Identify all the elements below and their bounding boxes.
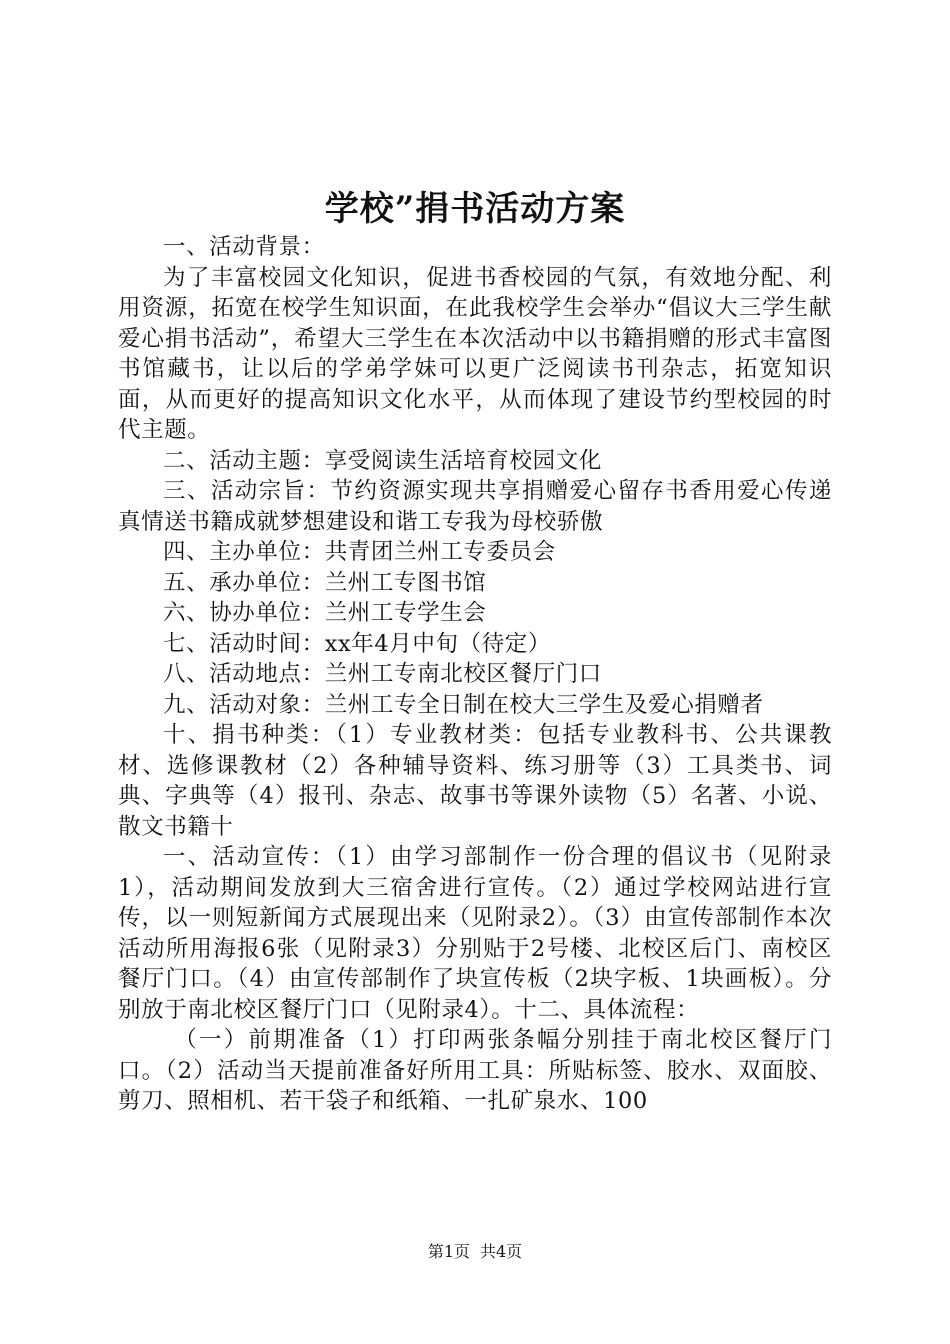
paragraph-target: 九、活动对象：兰州工专全日制在校大三学生及爱心捐赠者	[163, 691, 764, 718]
paragraph-time: 七、活动时间：xx年4月中旬（待定）	[163, 630, 551, 657]
page-total: 共4页	[480, 1242, 523, 1261]
paragraph-organizer: 四、主办单位：共青团兰州工专委员会	[163, 539, 556, 565]
paragraph-theme: 二、活动主题：享受阅读生活培育校园文化	[163, 447, 602, 474]
page-footer	[0, 1241, 950, 1263]
document-title: 学校”捐书活动方案	[324, 189, 626, 229]
document-body	[118, 232, 832, 1117]
paragraph-purpose: 三、活动宗旨：节约资源实现共享捐赠爱心留存书香用爱心传递真情送书籍成就梦想建设和谐工专我为母校骄傲	[118, 478, 832, 535]
page-number: 第1页	[427, 1242, 470, 1261]
paragraph-book-types: 十、捐书种类：（1）专业教材类：包括专业教科书、公共课教材、选修课教材（2）各种辅导资料、练习册等（3）工具类书、词典、字典等（4）报刊、杂志、故事书等课外读物（5）名著、小说、散文书籍十	[118, 722, 832, 840]
paragraph-background-text: 为了丰富校园文化知识，促进书香校园的气氛，有效地分配、利用资源，拓宽在校学生知识面，在此我校学生会举办“倡议大三学生献爱心捐书活动”，希望大三学生在本次活动中以书籍捐赠的形式丰富图书馆藏书，让以后的学弟学妹可以更广泛阅读书刊杂志，拓宽知识面，从而更好的提高知识文化水平，从而体现了建设节约型校园的时代主题。	[118, 264, 832, 443]
paragraph-host: 五、承办单位：兰州工专图书馆	[163, 569, 487, 596]
paragraph-background-heading: 一、活动背景：	[163, 234, 325, 260]
paragraph-promotion: 一、活动宣传：（1）由学习部制作一份合理的倡议书（见附录1），活动期间发放到大三宿舍进行宣传。（2）通过学校网站进行宣传，以一则短新闻方式展现出来（见附录2）。（3）由宣传部制作本次活动所用海报6张（见附录3）分别贴于2号楼、北校区后门、南校区餐厅门口。（4）由宣传部制作了块宣传板（2块字板、1块画板）。分别放于南北校区餐厅门口（见附录4）。十二、具体流程：	[118, 844, 832, 1023]
paragraph-preparation: （一）前期准备（1）打印两张条幅分别挂于南北校区餐厅门口。（2）活动当天提前准备好所用工具：所贴标签、胶水、双面胶、剪刀、照相机、若干袋子和纸箱、一扎矿泉水、100	[118, 1027, 832, 1114]
paragraph-co-organizer: 六、协办单位：兰州工专学生会	[163, 600, 487, 626]
paragraph-location: 八、活动地点：兰州工专南北校区餐厅门口	[163, 661, 602, 687]
